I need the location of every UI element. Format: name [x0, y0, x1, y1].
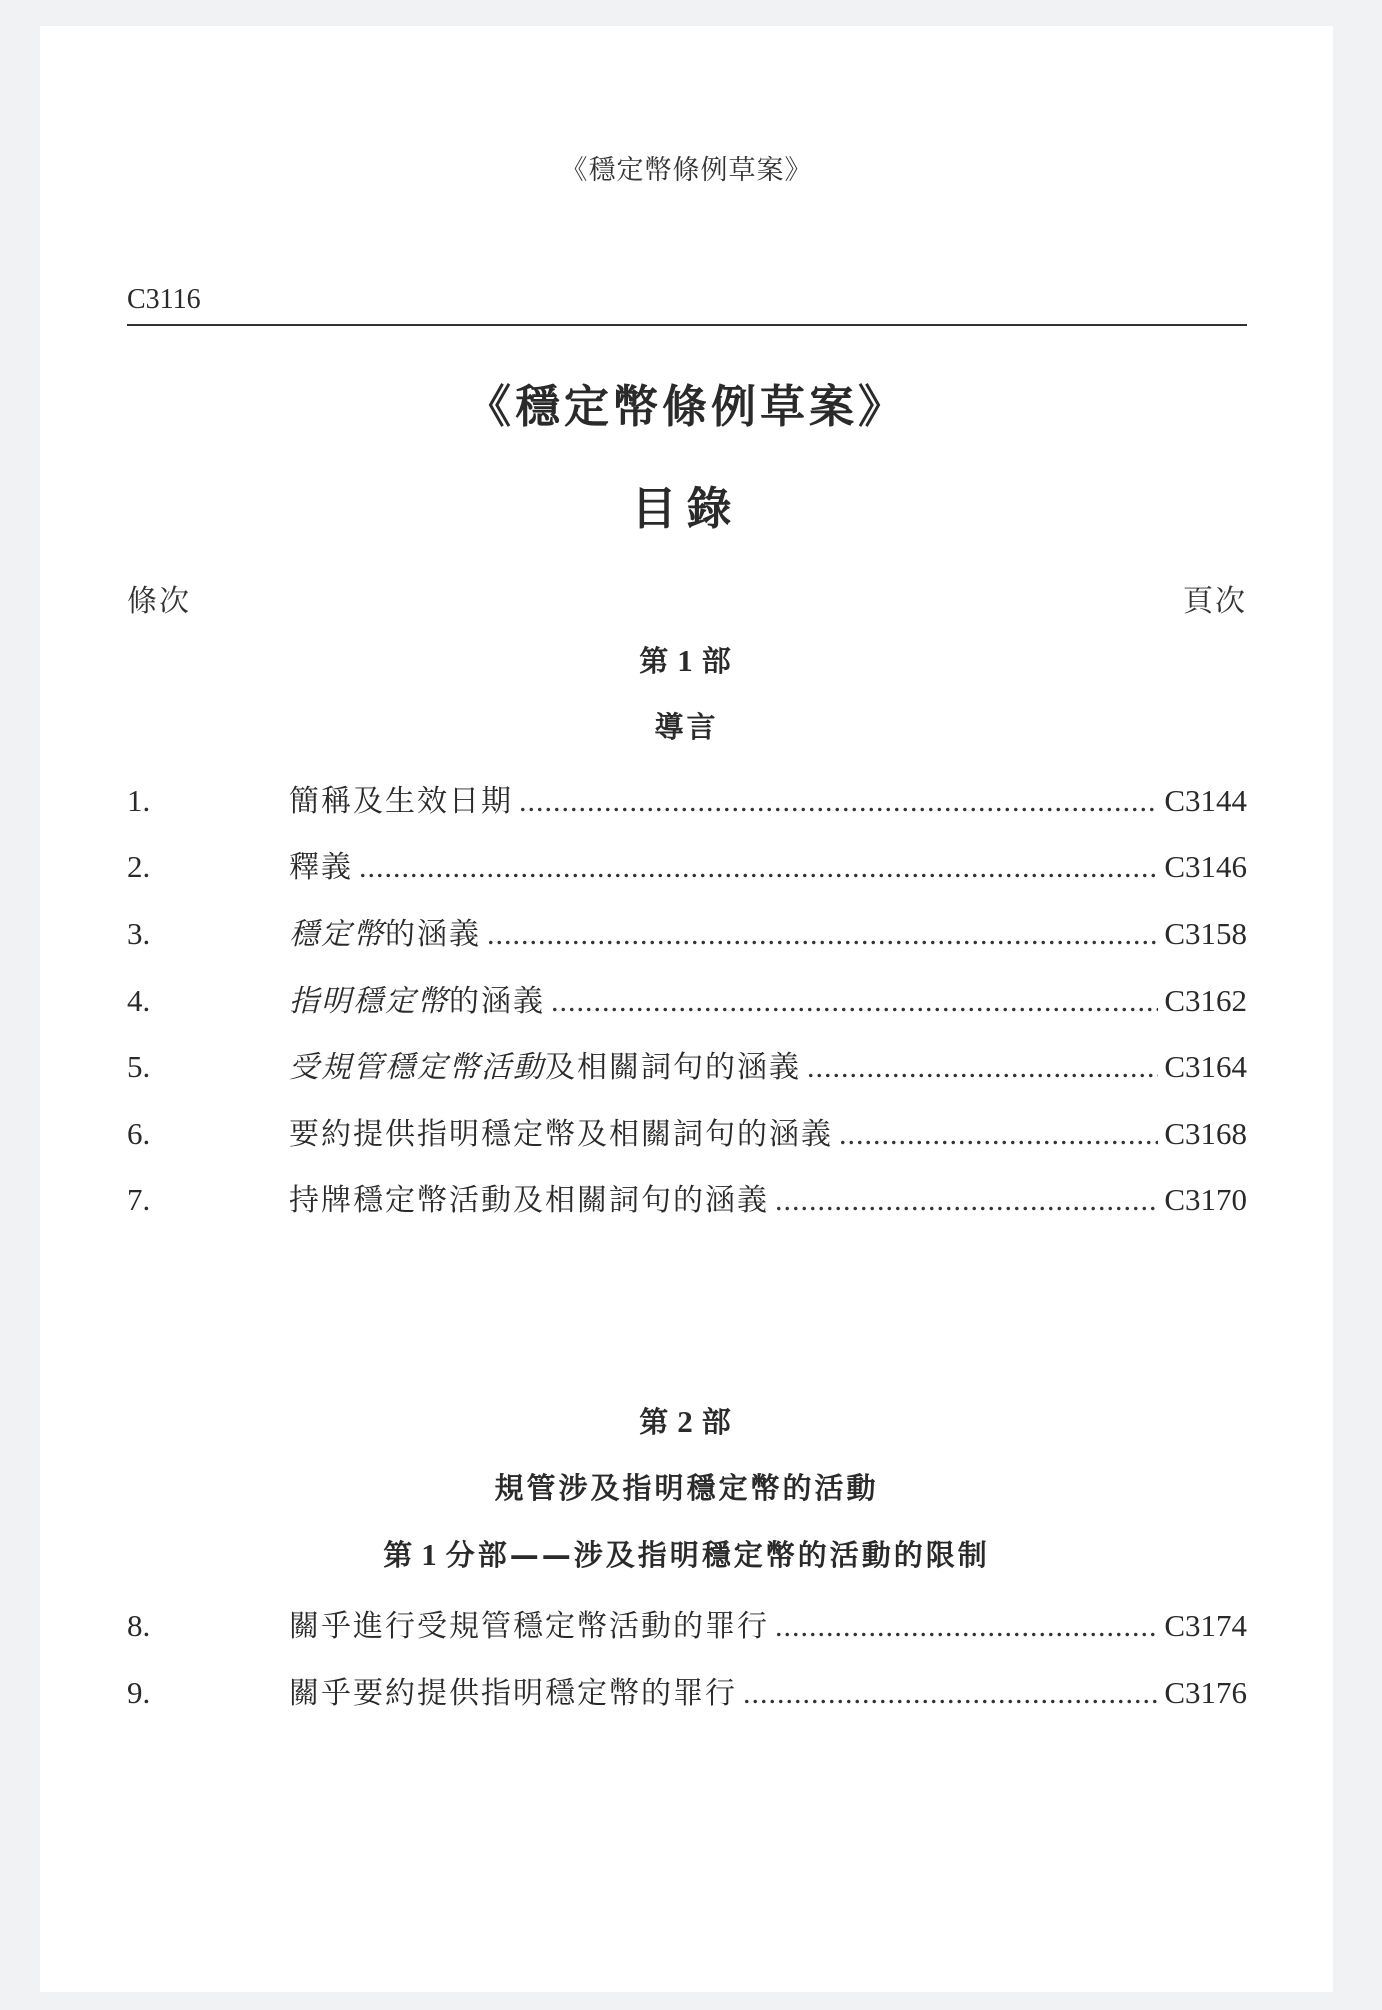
division-label-prefix: 第 — [383, 1538, 416, 1572]
division-1-title — [40, 1533, 1333, 1574]
page-reference: C3176 — [1164, 1675, 1247, 1710]
dot-leader — [519, 777, 1158, 827]
section-title: 受規管穩定幣活動及相關詞句的涵義 — [289, 1050, 801, 1085]
document-page — [40, 26, 1333, 1992]
section-title: 簡稱及生效日期 — [289, 784, 513, 819]
dot-leader — [775, 1602, 1158, 1652]
toc-entry[interactable] — [127, 1601, 1247, 1651]
part-label-prefix: 第 — [639, 1405, 672, 1439]
section-number: 8. — [127, 1608, 151, 1643]
page-column-label: 頁次 — [1183, 584, 1247, 619]
dot-leader — [359, 843, 1158, 893]
dot-leader — [551, 977, 1158, 1027]
division-number: 1 — [421, 1537, 440, 1572]
toc-entry[interactable] — [127, 776, 1247, 826]
part-1-label — [40, 639, 1333, 680]
toc-entry[interactable] — [127, 842, 1247, 892]
page-reference: C3170 — [1164, 1182, 1247, 1217]
section-title: 要約提供指明穩定幣及相關詞句的涵義 — [289, 1117, 833, 1152]
page-reference: C3174 — [1164, 1608, 1247, 1643]
dot-leader — [839, 1110, 1158, 1160]
part-2-label — [40, 1400, 1333, 1441]
section-number: 1. — [127, 783, 151, 818]
toc-entry[interactable] — [127, 1109, 1247, 1159]
page-reference: C3158 — [1164, 916, 1247, 951]
division-label-suffix: 分部——涉及指明穩定幣的活動的限制 — [445, 1538, 990, 1572]
section-number: 4. — [127, 983, 151, 1018]
toc-entry[interactable] — [127, 909, 1247, 959]
running-head: 《穩定幣條例草案》 — [560, 155, 813, 186]
section-number: 9. — [127, 1675, 151, 1710]
section-number: 3. — [127, 916, 151, 951]
section-title: 關乎進行受規管穩定幣活動的罪行 — [289, 1609, 769, 1644]
page-reference: C3164 — [1164, 1049, 1247, 1084]
toc-entry[interactable] — [127, 1175, 1247, 1225]
section-title: 釋義 — [289, 850, 353, 885]
section-title: 穩定幣的涵義 — [289, 917, 481, 952]
section-number: 7. — [127, 1182, 151, 1217]
page-reference: C3146 — [1164, 849, 1247, 884]
section-column-label: 條次 — [127, 584, 191, 619]
part-number: 2 — [677, 1404, 696, 1439]
toc-entry[interactable] — [127, 1668, 1247, 1718]
part-1-title: 導言 — [654, 710, 719, 744]
section-title: 關乎要約提供指明穩定幣的罪行 — [289, 1676, 737, 1711]
part-label-suffix: 部 — [701, 644, 734, 678]
section-title: 指明穩定幣的涵義 — [289, 984, 545, 1019]
part-label-prefix: 第 — [639, 644, 672, 678]
dot-leader — [743, 1669, 1158, 1719]
table-of-contents-title: 目錄 — [631, 482, 742, 535]
dot-leader — [807, 1043, 1158, 1093]
section-number: 6. — [127, 1116, 151, 1151]
section-title: 持牌穩定幣活動及相關詞句的涵義 — [289, 1183, 769, 1218]
page-reference: C3168 — [1164, 1116, 1247, 1151]
part-number: 1 — [677, 643, 696, 678]
page-reference: C3144 — [1164, 783, 1247, 818]
toc-entry[interactable] — [127, 976, 1247, 1026]
header-rule — [127, 324, 1247, 326]
page-number: C3116 — [127, 284, 201, 315]
section-number: 2. — [127, 849, 151, 884]
dot-leader — [487, 910, 1158, 960]
dot-leader — [775, 1176, 1158, 1226]
part-label-suffix: 部 — [701, 1405, 734, 1439]
page-reference: C3162 — [1164, 983, 1247, 1018]
part-2-title: 規管涉及指明穩定幣的活動 — [494, 1471, 879, 1505]
toc-entry[interactable] — [127, 1042, 1247, 1092]
document-title: 《穩定幣條例草案》 — [465, 380, 907, 433]
section-number: 5. — [127, 1049, 151, 1084]
